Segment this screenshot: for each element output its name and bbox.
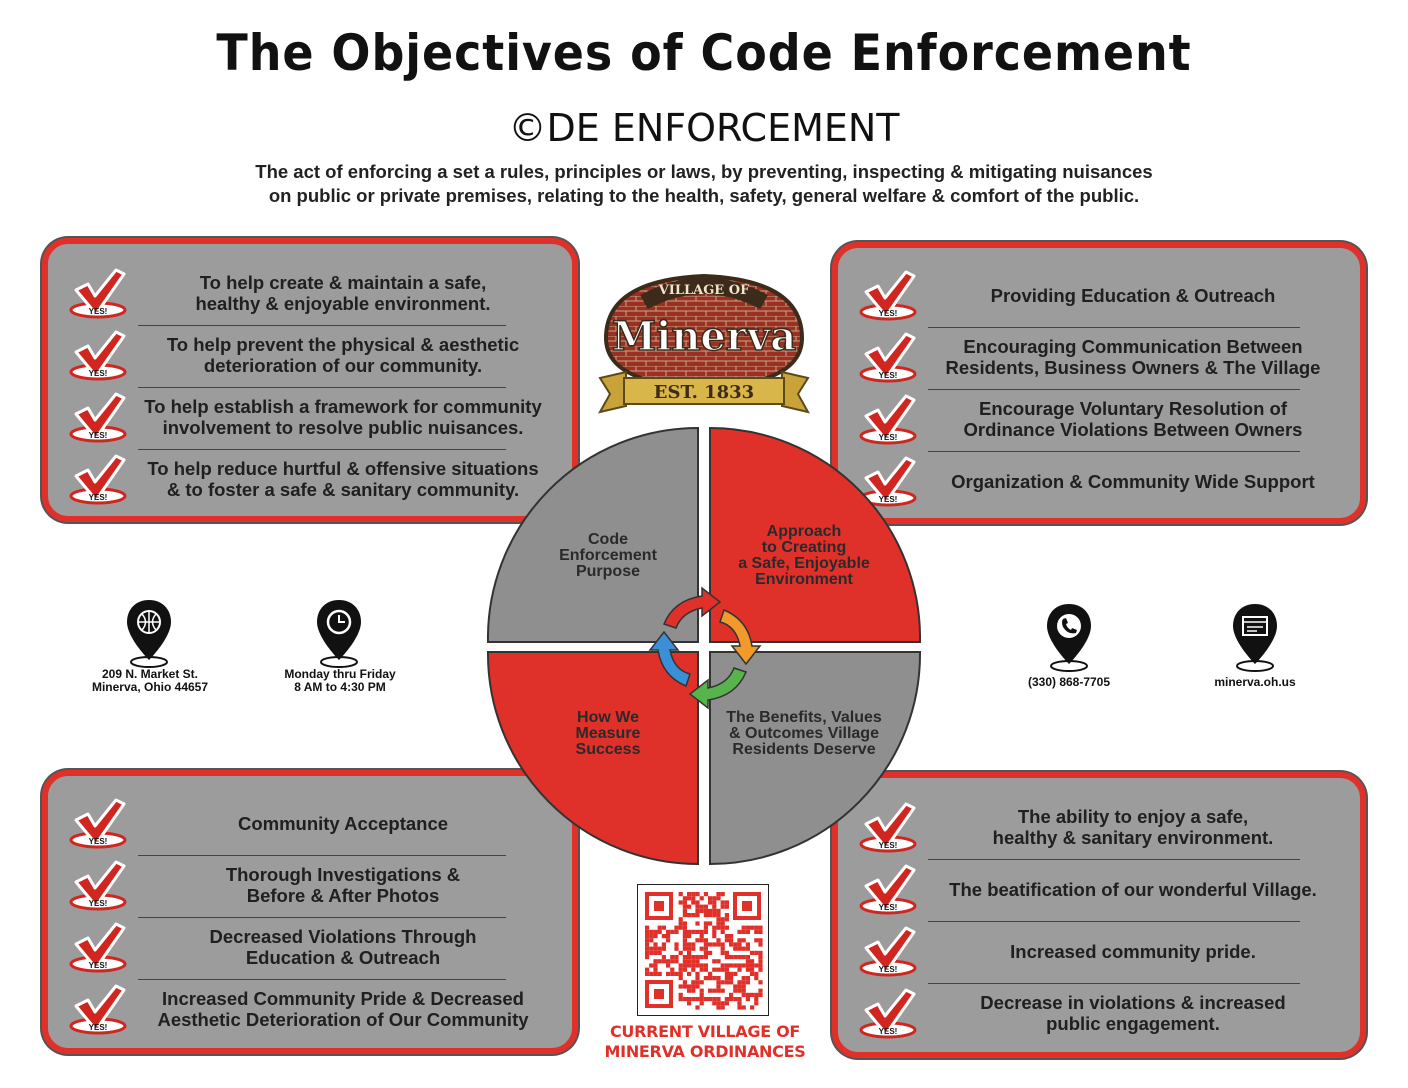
red-check-icon bbox=[858, 332, 918, 384]
phone-pin-icon bbox=[1044, 602, 1094, 674]
check-badge-text: YES! bbox=[878, 965, 898, 974]
item-line-2: involvement to resolve public nuisances. bbox=[162, 417, 524, 438]
item-line-1: To help reduce hurtful & offensive situations bbox=[147, 458, 539, 479]
logo-est-text: EST. 1833 bbox=[653, 382, 755, 403]
wheel-approach-line-2: to Creating bbox=[761, 539, 847, 556]
logo-top-text: VILLAGE OF bbox=[658, 283, 750, 298]
red-check-icon bbox=[68, 454, 128, 506]
wheel-success-line-1: How We bbox=[577, 709, 639, 726]
objectives-wheel bbox=[484, 424, 924, 868]
check-badge-text: YES! bbox=[878, 841, 898, 850]
list-item bbox=[838, 326, 1360, 388]
check-badge-text: YES! bbox=[88, 493, 108, 502]
item-line-2: healthy & enjoyable environment. bbox=[195, 293, 491, 314]
item-line-1: To help create & maintain a safe, bbox=[199, 272, 487, 293]
check-badge-text: YES! bbox=[878, 495, 898, 504]
item-line-2: healthy & sanitary environment. bbox=[992, 827, 1274, 848]
item-line-2: & to foster a safe & sanitary community. bbox=[166, 479, 520, 500]
page-title: The Objectives of Code Enforcement bbox=[216, 24, 1192, 82]
item-line-1: To help establish a framework for community bbox=[144, 396, 542, 417]
check-badge-text: YES! bbox=[88, 1023, 108, 1032]
item-line-2: Before & After Photos bbox=[246, 885, 440, 906]
list-item bbox=[48, 262, 572, 324]
list-item bbox=[48, 916, 572, 978]
wheel-segment-success bbox=[488, 652, 698, 864]
definition-line-1: The act of enforcing a set a rules, principles or laws, by preventing, inspecting & mitigating nuisances bbox=[255, 161, 1153, 182]
wheel-purpose-line-3: Purpose bbox=[575, 563, 641, 580]
wheel-success-line-3: Success bbox=[575, 741, 641, 758]
red-check-icon bbox=[858, 926, 918, 978]
definition-line-2: on public or private premises, relating to the health, safety, general welfare & comfort of the public. bbox=[268, 185, 1140, 206]
hours-line-2: 8 AM to 4:30 PM bbox=[294, 680, 386, 694]
item-line-2: deterioration of our community. bbox=[203, 355, 483, 376]
address-label bbox=[70, 668, 230, 694]
item-line-1: Organization & Community Wide Support bbox=[951, 470, 1315, 492]
check-badge-text: YES! bbox=[88, 837, 108, 846]
item-line-1: The beatification of our wonderful Village. bbox=[949, 878, 1317, 900]
check-badge-text: YES! bbox=[88, 431, 108, 440]
red-check-icon bbox=[68, 984, 128, 1036]
check-badge-text: YES! bbox=[88, 307, 108, 316]
wheel-benefits-line-1: The Benefits, Values bbox=[726, 709, 882, 726]
red-check-icon bbox=[68, 860, 128, 912]
clock-pin-icon bbox=[314, 598, 364, 670]
wheel-success-line-2: Measure bbox=[575, 725, 641, 742]
wheel-approach-line-4: Environment bbox=[755, 571, 853, 588]
wheel-benefits-line-2: & Outcomes Village bbox=[729, 725, 879, 742]
wheel-benefits-line-3: Residents Deserve bbox=[732, 741, 876, 758]
red-check-icon bbox=[858, 988, 918, 1040]
globe-pin-icon bbox=[124, 598, 174, 670]
qr-caption bbox=[580, 1022, 830, 1062]
address-line-1: 209 N. Market St. bbox=[101, 667, 199, 681]
list-item bbox=[838, 264, 1360, 326]
item-line-1: Encourage Voluntary Resolution of bbox=[978, 398, 1287, 419]
wheel-approach-line-1: Approach bbox=[766, 523, 842, 540]
red-check-icon bbox=[858, 864, 918, 916]
check-badge-text: YES! bbox=[88, 961, 108, 970]
check-badge-text: YES! bbox=[878, 371, 898, 380]
hours-label bbox=[260, 668, 420, 694]
check-badge-text: YES! bbox=[878, 1027, 898, 1036]
check-badge-text: YES! bbox=[878, 433, 898, 442]
check-badge-text: YES! bbox=[88, 369, 108, 378]
qr-caption-line-1: CURRENT VILLAGE OF bbox=[609, 1022, 801, 1041]
qr-caption-line-2: MINERVA ORDINANCES bbox=[604, 1042, 806, 1061]
item-line-1: Decreased Violations Through bbox=[209, 926, 477, 947]
item-line-1: Increased community pride. bbox=[1010, 940, 1256, 962]
item-line-1: Increased Community Pride & Decreased bbox=[162, 988, 524, 1009]
logo-name-text: Minerva bbox=[611, 313, 797, 360]
item-line-2: public engagement. bbox=[1046, 1013, 1220, 1034]
item-line-1: The ability to enjoy a safe, bbox=[1017, 806, 1249, 827]
phone-label[interactable]: (330) 868-7705 bbox=[1027, 675, 1111, 689]
wheel-approach-line-3: a Safe, Enjoyable bbox=[738, 555, 870, 572]
check-badge-text: YES! bbox=[878, 309, 898, 318]
website-link[interactable]: minerva.oh.us bbox=[1214, 675, 1296, 689]
wheel-segment-benefits bbox=[710, 652, 920, 864]
address-line-2: Minerva, Ohio 44657 bbox=[91, 680, 209, 694]
hours-line-1: Monday thru Friday bbox=[284, 667, 396, 681]
browser-pin-icon bbox=[1230, 602, 1280, 674]
item-line-1: To help prevent the physical & aesthetic bbox=[166, 334, 520, 355]
item-line-1: Providing Education & Outreach bbox=[990, 284, 1276, 306]
wheel-purpose-line-1: Code bbox=[588, 531, 628, 548]
red-check-icon bbox=[68, 330, 128, 382]
item-line-2: Residents, Business Owners & The Village bbox=[945, 357, 1321, 378]
list-item bbox=[838, 920, 1360, 982]
item-line-2: Education & Outreach bbox=[245, 947, 441, 968]
wheel-purpose-line-2: Enforcement bbox=[559, 547, 657, 564]
red-check-icon bbox=[68, 268, 128, 320]
item-line-2: Aesthetic Deterioration of Our Community bbox=[157, 1009, 529, 1030]
item-line-2: Ordinance Violations Between Owners bbox=[963, 419, 1303, 440]
list-item bbox=[48, 324, 572, 386]
check-badge-text: YES! bbox=[878, 903, 898, 912]
item-line-1: Decrease in violations & increased bbox=[980, 992, 1286, 1013]
list-item bbox=[838, 982, 1360, 1044]
red-check-icon bbox=[68, 922, 128, 974]
village-logo bbox=[586, 266, 822, 416]
list-item bbox=[48, 978, 572, 1040]
item-line-1: Community Acceptance bbox=[237, 812, 449, 834]
qr-code[interactable] bbox=[637, 884, 769, 1016]
red-check-icon bbox=[68, 392, 128, 444]
item-line-1: Thorough Investigations & bbox=[225, 864, 461, 885]
item-line-1: Encouraging Communication Between bbox=[963, 336, 1303, 357]
red-check-icon bbox=[68, 798, 128, 850]
page-subtitle: ©DE ENFORCEMENT bbox=[508, 106, 900, 150]
definition-text bbox=[200, 160, 1208, 208]
check-badge-text: YES! bbox=[88, 899, 108, 908]
red-check-icon bbox=[858, 270, 918, 322]
